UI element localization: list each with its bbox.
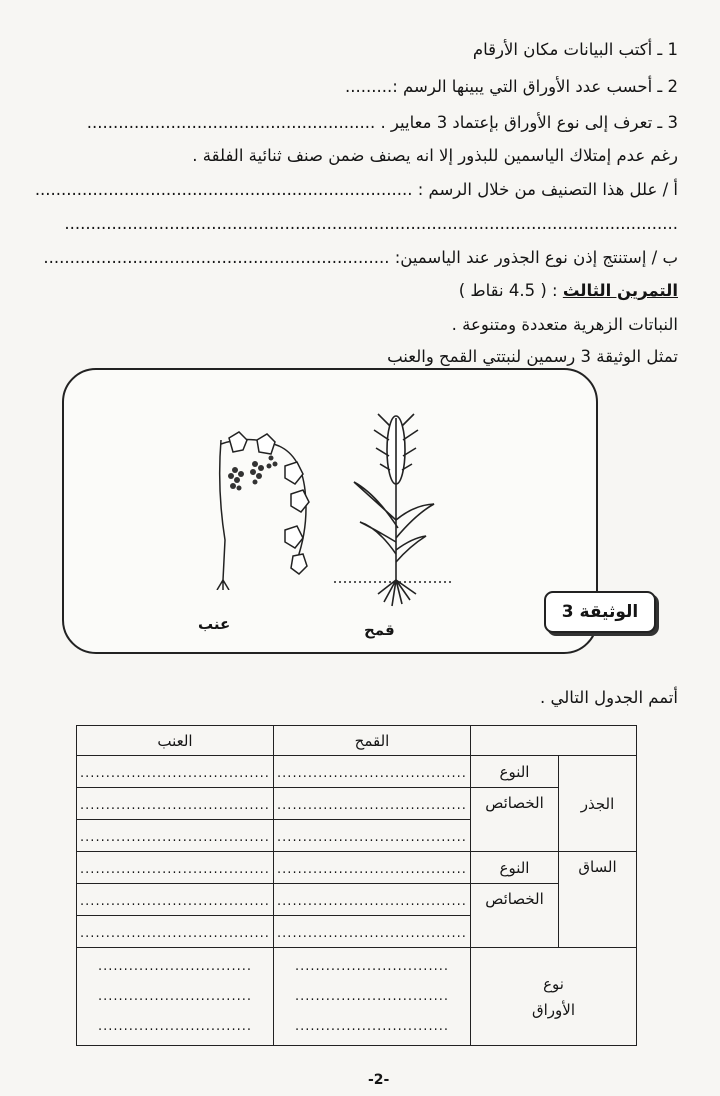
- wheat-plant-drawing: [334, 410, 454, 610]
- root-props-label: الخصائص: [471, 788, 559, 852]
- table-corner-cell: [471, 726, 637, 756]
- question-3: 3 ـ تعرف إلى نوع الأوراق بإعتماد 3 معايير . .......................................................: [86, 113, 678, 132]
- question-b: ب / إستنتج إذن نوع الجذور عند الياسمين: ..................................................................: [43, 248, 678, 267]
- root-props-grape-answer-1: .....................................: [77, 788, 274, 820]
- exercise-3-heading: [459, 281, 678, 300]
- page-number: -2-: [368, 1072, 390, 1088]
- row-header-leaf-type-line2: الأوراق: [531, 1000, 575, 1019]
- stem-props-wheat-answer-2: .....................................: [274, 916, 471, 948]
- exercise-3-intro: النباتات الزهرية متعددة ومتنوعة .: [451, 315, 678, 334]
- stem-props-grape-answer-1: .....................................: [77, 884, 274, 916]
- root-type-wheat-answer: .....................................: [274, 756, 471, 788]
- stem-type-wheat-answer: .....................................: [274, 852, 471, 884]
- stem-props-label: الخصائص: [471, 884, 559, 948]
- document-description: تمثل الوثيقة 3 رسمين لنبتتي القمح والعنب: [387, 347, 678, 366]
- document-3-label: الوثيقة 3: [544, 591, 656, 633]
- question-2: 2 ـ أحسب عدد الأوراق التي يبينها الرسم :.........: [345, 77, 678, 96]
- complete-table-instruction: أتمم الجدول التالي .: [540, 688, 678, 707]
- exercise-3-title: التمرين الثالث: [562, 281, 678, 300]
- plant-comparison-table: [76, 725, 637, 1046]
- root-props-wheat-answer-1: .....................................: [274, 788, 471, 820]
- root-props-grape-answer-2: .....................................: [77, 820, 274, 852]
- column-header-wheat: القمح: [274, 726, 471, 756]
- row-header-leaf-type-line1: نوع: [543, 974, 564, 993]
- grape-plant-drawing: [209, 430, 319, 590]
- row-header-root: الجذر: [559, 756, 637, 852]
- stem-type-grape-answer: .....................................: [77, 852, 274, 884]
- document-3-frame: [62, 368, 598, 654]
- classification-note: رغم عدم إمتلاك الياسمين للبذور إلا انه يصنف ضمن صنف ثنائية الفلقة .: [192, 146, 678, 165]
- row-header-leaf-type: [471, 948, 637, 1046]
- root-type-label: النوع: [471, 756, 559, 788]
- stem-props-grape-answer-2: .....................................: [77, 916, 274, 948]
- stem-type-label: النوع: [471, 852, 559, 884]
- wheat-caption: قمح: [364, 621, 395, 639]
- question-a: أ / علل هذا التصنيف من خلال الرسم : ........................................................................: [34, 180, 678, 199]
- stem-props-wheat-answer-1: .....................................: [274, 884, 471, 916]
- grape-caption: عنب: [198, 615, 231, 633]
- exercise-3-points: : ( 4.5 نقاط ): [458, 281, 558, 300]
- row-header-stem: الساق: [559, 852, 637, 948]
- question-a-answer-line: .....................................................................................................................: [64, 214, 678, 233]
- root-props-wheat-answer-2: .....................................: [274, 820, 471, 852]
- leaf-type-wheat-answer: .............................. .............................. ..............................: [274, 948, 471, 1046]
- question-1: 1 ـ أكتب البيانات مكان الأرقام: [472, 40, 678, 59]
- column-header-grape: العنب: [77, 726, 274, 756]
- leaf-type-grape-answer: .............................. .............................. ..............................: [77, 948, 274, 1046]
- root-type-grape-answer: .....................................: [77, 756, 274, 788]
